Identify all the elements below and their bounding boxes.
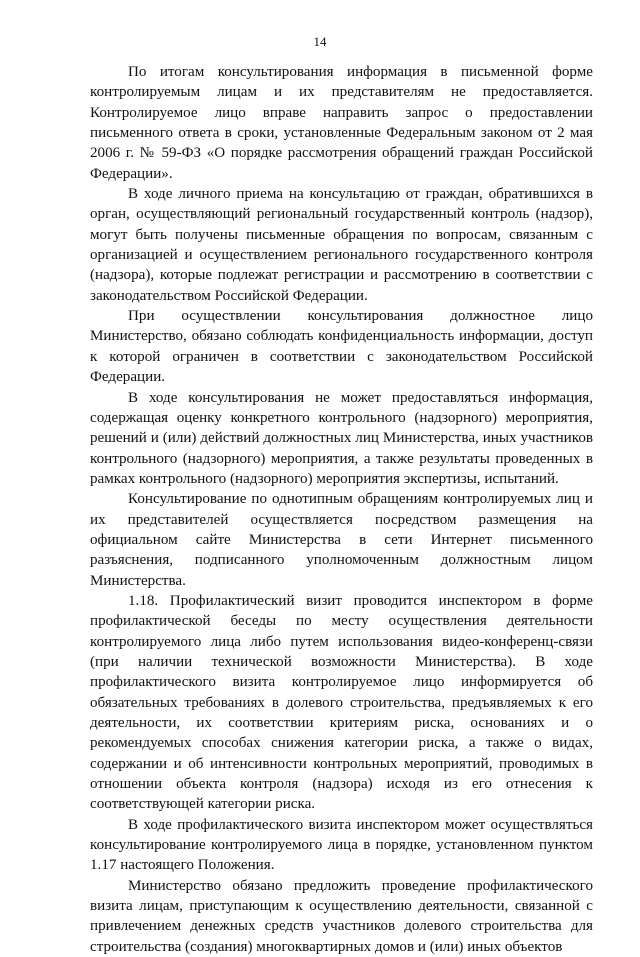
- page-number: 14: [313, 34, 327, 49]
- document-body: [90, 62, 593, 957]
- paragraph-preventive-visit: 1.18. Профилактический визит проводится инспектором в форме профилактической беседы по месту осуществления деятельности контролируемого лица либо путем использования видео-конференц-связи (при наличии технической возможности Министерства). В ходе профилактического визита контролируемое лицо информируется об обязательных требованиях в долевого строительства, предъявляемых к его деятельности, их соответствии критериям риска, основаниях и о рекомендуемых способах снижения категории риска, а также о видах, содержании и об интенсивности контрольных мероприятий, проводимых в отношении объекта контроля (надзора) исходя из его отнесения к соответствующей категории риска.: [90, 592, 593, 813]
- paragraph-confidentiality: При осуществлении консультирования должностное лицо Министерство, обязано соблюдать конфиденциальность информации, доступ к которой ограничен в соответствии с законодательством Российской Федерации.: [90, 308, 593, 386]
- paragraph-consultation-results: По итогам консультирования информация в письменной форме контролируемым лицам и их представителям не предоставляется. Контролируемое лицо вправе направить запрос о предоставлении письменного ответа в сроки, установленные Федеральным законом от 2 мая 2006 г. № 59-ФЗ «О порядке рассмотрения обращений граждан Российской Федерации».: [90, 64, 593, 182]
- paragraph-visit-consultation: В ходе профилактического визита инспектором может осуществляться консультирование контролируемого лица в порядке, установленном пунктом 1.17 настоящего Положения.: [90, 816, 593, 874]
- paragraph-ministry-obligation: Министерство обязано предложить проведение профилактического визита лицам, приступающим к осуществлению деятельности, связанной с привлечением денежных средств участников долевого строительства для строительства (создания) многоквартирных домов и (или) иных объектов: [90, 877, 593, 955]
- paragraph-uniform-requests: Консультирование по однотипным обращениям контролируемых лиц и их представителей осуществляется посредством размещения на официальном сайте Министерства в сети Интернет письменного разъяснения, подписанного уполномоченным должностным лицом Министерства.: [90, 491, 593, 589]
- paragraph-restrictions: В ходе консультирования не может предоставляться информация, содержащая оценку конкретного контрольного (надзорного) мероприятия, решений и (или) действий должностных лиц Министерства, иных участников контрольного (надзорного) мероприятия, а также результаты проведенных в рамках контрольного (надзорного) мероприятия экспертизы, испытаний.: [90, 389, 593, 487]
- paragraph-personal-reception: В ходе личного приема на консультацию от граждан, обратившихся в орган, осуществляющий региональный государственный контроль (надзор), могут быть получены письменные обращения по вопросам, связанным с организацией и осуществлением регионального государственного контроля (надзора), которые подлежат регистрации и рассмотрению в соответствии с законодательством Российской Федерации.: [90, 186, 593, 304]
